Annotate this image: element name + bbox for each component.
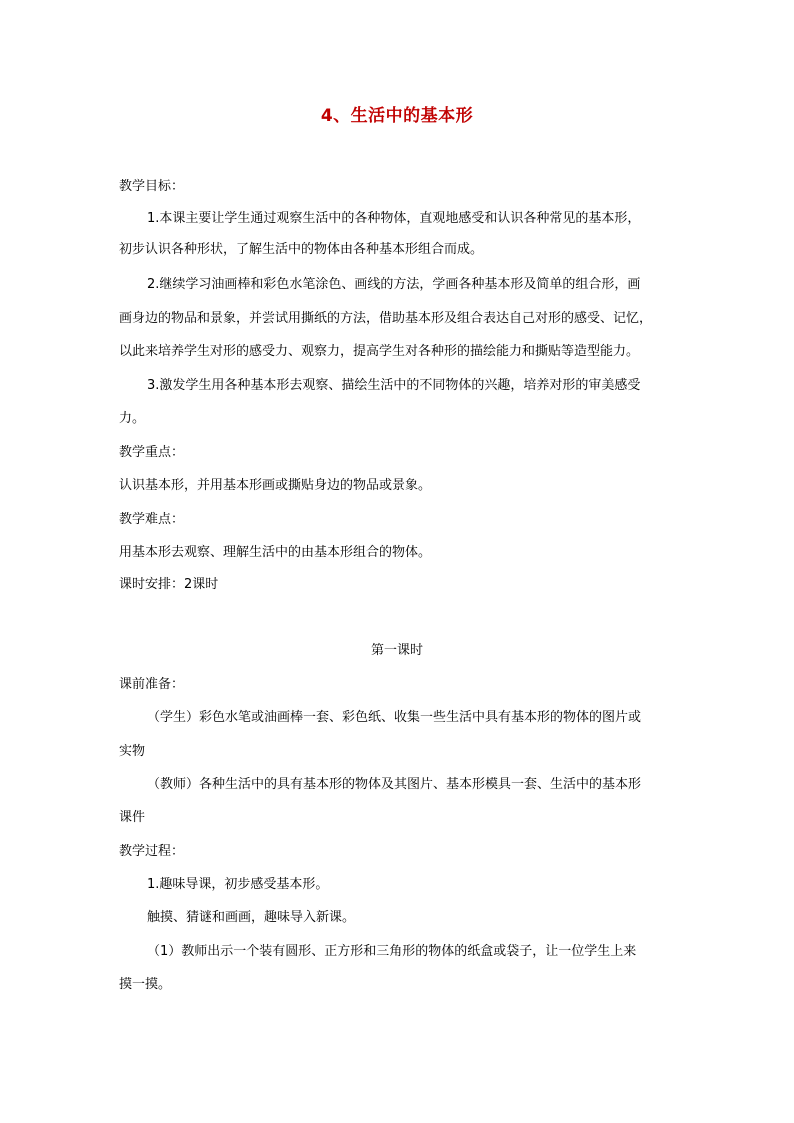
preparation-heading: 课前准备： — [119, 677, 185, 692]
prep-teacher-line-1: （教师）各种生活中的具有基本形的物体及其图片、基本形模具一套、生活中的基本形 — [147, 777, 642, 792]
prep-student-line-1: （学生）彩色水笔或油画棒一套、彩色纸、收集一些生活中具有基本形的物体的图片或 — [147, 710, 642, 725]
step-1-item-1-line-2: 摸一摸。 — [119, 977, 172, 992]
goal-3-line-1: 3.激发学生用各种基本形去观察、描绘生活中的不同物体的兴趣，培养对形的审美感受 — [147, 378, 641, 393]
goal-1-line-2: 初步认识各种形状，了解生活中的物体由各种基本形组合而成。 — [119, 242, 484, 257]
key-points-text: 认识基本形，并用基本形画或撕贴身边的物品或景象。 — [119, 478, 432, 493]
difficulty-text: 用基本形去观察、理解生活中的由基本形组合的物体。 — [119, 545, 432, 560]
goal-1-line-1: 1.本课主要让学生通过观察生活中的各种物体，直观地感受和认识各种常见的基本形， — [147, 211, 641, 226]
goal-2-line-2: 画身边的物品和景象，并尝试用撕纸的方法，借助基本形及组合表达自己对形的感受、记忆， — [119, 311, 653, 326]
goal-2-line-1: 2.继续学习油画棒和彩色水笔涂色、画线的方法，学画各种基本形及简单的组合形，画 — [147, 277, 641, 292]
difficulty-heading: 教学难点： — [119, 512, 185, 527]
step-1: 1.趣味导课，初步感受基本形。 — [147, 877, 329, 892]
goal-2-line-3: 以此来培养学生对形的感受力、观察力，提高学生对各种形的描绘能力和撕贴等造型能力。 — [119, 344, 640, 359]
step-1-subtitle: 触摸、猜谜和画画，趣味导入新课。 — [147, 910, 356, 925]
lesson-1-title: 第一课时 — [370, 643, 423, 658]
goal-3-line-2: 力。 — [119, 411, 146, 426]
goals-heading: 教学目标： — [119, 179, 185, 194]
step-1-item-1-line-1: （1）教师出示一个装有圆形、正方形和三角形的物体的纸盒或袋子，让一位学生上来 — [147, 944, 637, 959]
prep-student-line-2: 实物 — [119, 744, 146, 759]
prep-teacher-line-2: 课件 — [119, 810, 146, 825]
schedule-text: 课时安排：2课时 — [119, 577, 219, 592]
key-points-heading: 教学重点： — [119, 445, 185, 460]
document-title: 4、生活中的基本形 — [320, 106, 474, 126]
process-heading: 教学过程： — [119, 844, 185, 859]
